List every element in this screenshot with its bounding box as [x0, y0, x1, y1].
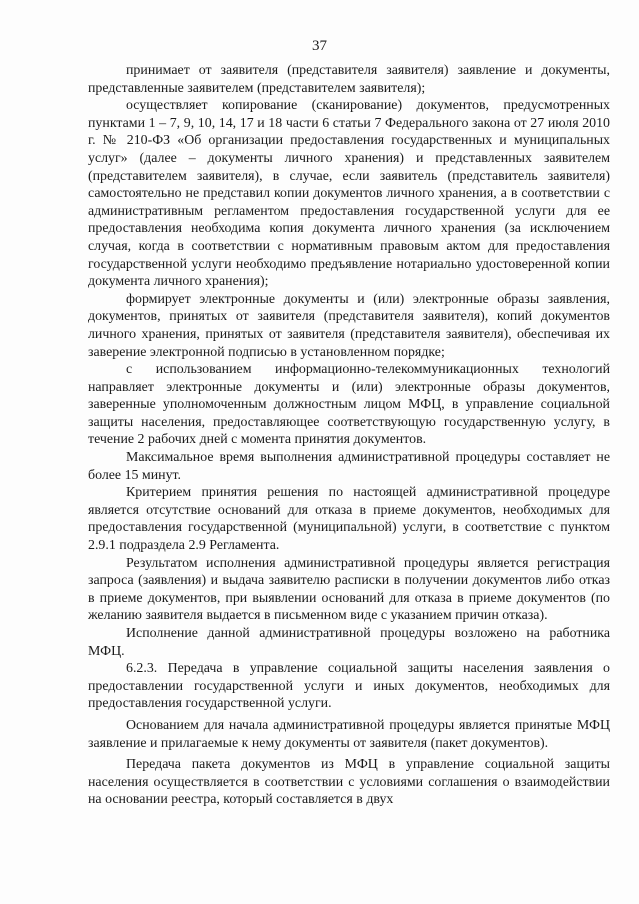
paragraph: Передача пакета документов из МФЦ в управление социальной защиты населения осуществляется в соответствии с условиями соглашения о взаимодействии на основании реестра, который составляется в двух [88, 757, 610, 808]
paragraph: формирует электронные документы и (или) электронные образы заявления, документов, принятых от заявителя (представителя заявителя), копий документов личного хранения, принятых от заявителя (представителя заявителя), обеспечивая их заверение электронной подписью в установленном порядке; [88, 291, 610, 360]
paragraph: принимает от заявителя (представителя заявителя) заявление и документы, представленные заявителем (представителем заявителя); [88, 63, 610, 96]
paragraph: 6.2.3. Передача в управление социальной защиты населения заявления о предоставлении государственной услуги и иных документов, необходимых для предоставления государственной услуги. [88, 661, 610, 712]
paragraph: Результатом исполнения административной процедуры является регистрация запроса (заявления) и выдача заявителю расписки в получении документов либо отказ в приеме документов, при выявлении оснований для отказа в приеме документов (по желанию заявителя выдается в письменном виде с указанием причин отказа). [88, 555, 610, 624]
paragraph: Основанием для начала административной процедуры является принятые МФЦ заявление и прилагаемые к нему документы от заявителя (пакет документов). [88, 717, 610, 751]
paragraph: Критерием принятия решения по настоящей административной процедуре является отсутствие оснований для отказа в приеме документов, необходимых для предоставления государственной (муниципальной) услуги, в соответствие с пунктом 2.9.1 подраздела 2.9 Регламента. [88, 485, 610, 554]
page-number: 37 [312, 38, 327, 54]
paragraph: с использованием информационно-телекоммуникационных технологий направляет электронные документы и (или) электронные образы документов, заверенные уполномоченным должностным лицом МФЦ, в управление социальной защиты населения, предоставляющее соответствующую государственную услугу, в течение 2 рабочих дней с момента принятия документов. [88, 362, 610, 448]
paragraph: Максимальное время выполнения административной процедуры составляет не более 15 минут. [88, 450, 610, 483]
paragraph: Исполнение данной административной процедуры возложено на работника МФЦ. [88, 626, 610, 659]
document-body [88, 62, 610, 809]
paragraph: осуществляет копирование (сканирование) документов, предусмотренных пунктами 1 – 7, 9, 10, 14, 17 и 18 части 6 статьи 7 Федерального закона от 27 июля 2010 г. № 210-ФЗ «Об организации предоставления государственных и муниципальных услуг» (далее – документы личного хранения) и представленных заявителем (представителем заявителя), в случае, если заявитель (представитель заявителя) самостоятельно не представил копии документов личного хранения, а в соответствии с административным регламентом предоставления государственной услуги для ее предоставления необходима копия документа личного хранения (за исключением случая, когда в соответствии с нормативным правовым актом для предоставления государственной услуги необходимо предъявление нотариально удостоверенной копии документа личного хранения); [88, 98, 610, 290]
